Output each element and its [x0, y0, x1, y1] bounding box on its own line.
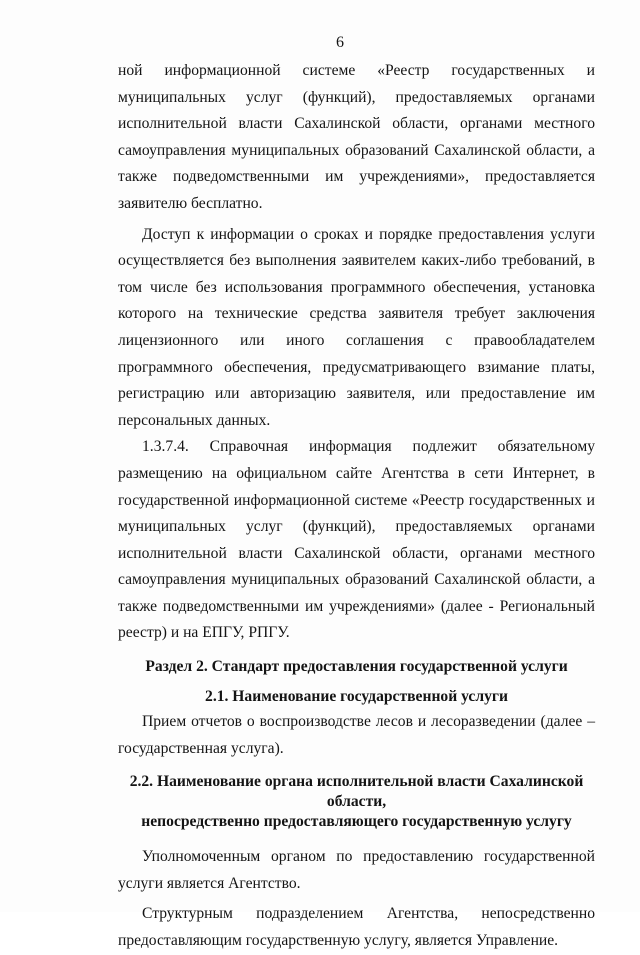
subsection-heading-2-2	[118, 772, 595, 832]
paragraph-registry-continuation: ной информационной системе «Реестр государственных и муниципальных услуг (функций), предоставляемых органами исполнительной власти Сахалинской области, органами местного самоуправления муниципальных образований Сахалинской области, а также подведомственными им учреждениями», предоставляется заявителю бесплатно.	[118, 62, 595, 212]
page-number: 6	[336, 34, 344, 51]
paragraph-access-info: Доступ к информации о сроках и порядке предоставления услуги осуществляется без выполнения заявителем каких-либо требований, в том числе без использования программного обеспечения, установка которого на технические средства заявителя требует заключения лицензионного или иного соглашения с правообладателем программного обеспечения, предусматривающего взимание платы, регистрацию или авторизацию заявителя, или предоставление им персональных данных.	[118, 225, 595, 429]
paragraph-authorized-body: Уполномоченным органом по предоставлению государственной услуги является Агентство.	[118, 848, 595, 892]
section-heading: Раздел 2. Стандарт предоставления государственной услуги	[145, 658, 568, 676]
subsection-heading-2-1: 2.1. Наименование государственной услуги	[205, 688, 508, 706]
document-body	[118, 58, 595, 955]
paragraph-structural-unit: Структурным подразделением Агентства, непосредственно предоставляющим государственную услугу, является Управление.	[118, 905, 595, 950]
heading-line-2: непосредственно предоставляющего государственную услугу	[141, 813, 572, 831]
paragraph-service-name: Прием отчетов о воспроизводстве лесов и лесоразведении (далее – государственная услуга).	[118, 713, 595, 757]
heading-line-1: 2.2. Наименование органа исполнительной власти Сахалинской области,	[129, 773, 584, 811]
paragraph-reference-info: 1.3.7.4. Справочная информация подлежит обязательному размещению на официальном сайте Агентства в сети Интернет, в государственной информационной системе «Реестр государственных и муниципальных услуг (функций), предоставляемых органами исполнительной власти Сахалинской области, органами местного самоуправления муниципальных образований Сахалинской области, а также подведомственными им учреждениями» (далее - Региональный реестр) и на ЕПГУ, РПГУ.	[118, 438, 595, 642]
